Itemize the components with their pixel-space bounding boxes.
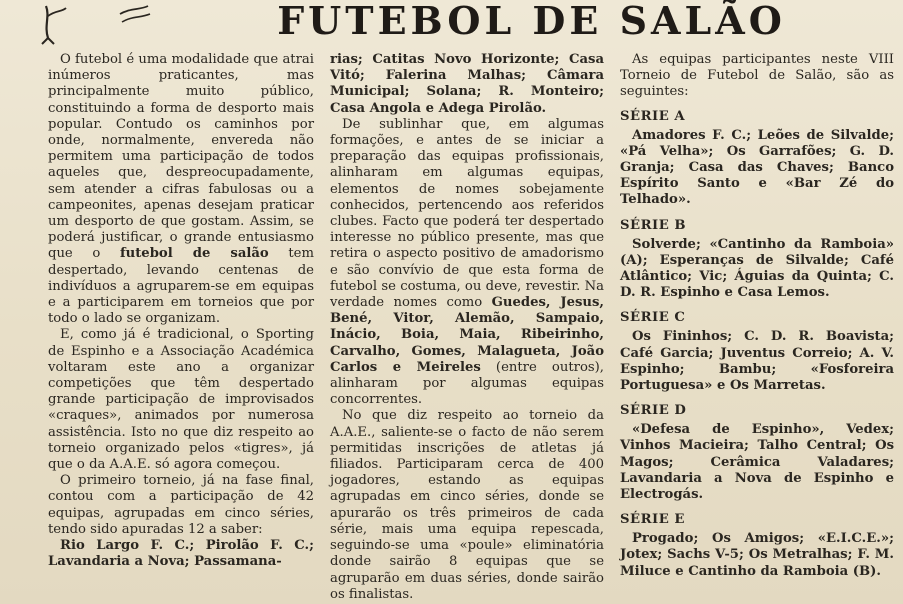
article-column-1 [48,52,314,571]
sports-drawing-icon [36,2,156,46]
paragraph: O primeiro torneio, já na fase final, contou com a participação de 42 equipas, agrupadas em cinco séries, tendo sido apuradas 12 a saber: [48,473,314,537]
paragraph: E, como já é tradicional, o Sporting de Espinho e a Associação Académica voltaram este ano a organizar competições que têm despertado grande participação de improvisados «craques», animados por numerosa assistência. Isto no que diz respeito ao torneio organizado pelos «tigres», já que o da A.A.E. só agora começou. [48,327,314,473]
article-column-3 [620,52,894,580]
series-teams: Progado; Os Amigos; «E.I.C.E.»; Jotex; Sachs V-5; Os Metralhas; F. M. Miluce e Cantinho da Ramboia (B). [620,531,894,579]
series-heading: SÉRIE A [620,108,686,124]
series-heading: SÉRIE D [620,403,687,419]
series-teams: Solverde; «Cantinho da Ramboia» (A); Esperanças de Silvalde; Café Atlântico; Vic; Águias da Quinta; C. D. R. Espinho e Casa Lemos. [620,236,894,301]
series-teams: «Defesa de Espinho», Vedex; Vinhos Macieira; Talho Central; Os Magos; Cerâmica Valadares; Lavandaria a Nova de Espinho e Electrogás. [620,422,894,503]
qualified-teams-continued: rias; Catitas Novo Horizonte; Casa Vitó; Falerina Malhas; Câmara Municipal; Solana; R. Monteiro; Casa Angola e Adega Pirolão. [330,52,604,116]
series-teams: Os Fininhos; C. D. R. Boavista; Café Garcia; Juventus Correio; A. V. Espinho; Bambu; «Fosforeira Portuguesa» e Os Marretas. [620,329,894,394]
paragraph: As equipas participantes neste VIII Torneio de Futebol de Salão, são as seguintes: [620,52,894,100]
qualified-teams-list: Rio Largo F. C.; Pirolão F. C.; Lavandaria a Nova; Passamana- [48,538,314,570]
series-teams: Amadores F. C.; Leões de Silvalde; «Pá Velha»; Os Garrafões; G. D. Granja; Casa das Chaves; Banco Espírito Santo e «Bar Zé do Telhado». [620,127,894,208]
series-heading: SÉRIE E [620,512,685,528]
series-heading: SÉRIE C [620,310,686,326]
series-heading: SÉRIE B [620,217,686,233]
paragraph: O futebol é uma modalidade que atrai inúmeros praticantes, mas principalmente muito público, constituindo a forma de desporto mais popular. Contudo os caminhos por onde, normalmente, envereda não permitem uma participação de todos aqueles que, despreocupadamente, sem atender a cifras fabulosas ou a campeonites, apenas desejam praticar um desporto de que gostam. Assim, se poderá justificar, o grande entusiasmo que o futebol de salão tem despertado, levando centenas de indivíduos a agruparem-se em equipas e a participarem em torneios que por todo o lado se organizam. [48,52,314,327]
article-column-2 [330,52,604,603]
paragraph: De sublinhar que, em algumas formações, e antes de se iniciar a preparação das equipas profissionais, alinharam em algumas equipas, elementos de nomes sobejamente conhecidos, pertencendo aos referidos clubes. Facto que poderá ter despertado interesse no público presente, mas que retira o aspecto positivo de amadorismo e são convívio de que esta forma de futebol se costuma, ou deve, revestir. Na verdade nomes como Guedes, Jesus, Bené, Vitor, Alemão, Sampaio, Inácio, Boia, Maia, Ribeirinho, Carvalho, Gomes, Malagueta, João Carlos e Meireles (entre outros), alinharam por algumas equipas concorrentes. [330,116,604,408]
page-title: FUTEBOL DE SALÃO [277,0,786,43]
paragraph: No que diz respeito ao torneio da A.A.E., saliente-se o facto de não serem permitidas inscrições de atletas já filiados. Participaram cerca de 400 jogadores, estando as equipas agrupadas em cinco séries, donde se apurarão os três primeiros de cada série, mais uma equipa repescada, seguindo-se uma «poule» eliminatória donde sairão 8 equipas que se agruparão em duas séries, donde sairão os finalistas. [330,408,604,602]
